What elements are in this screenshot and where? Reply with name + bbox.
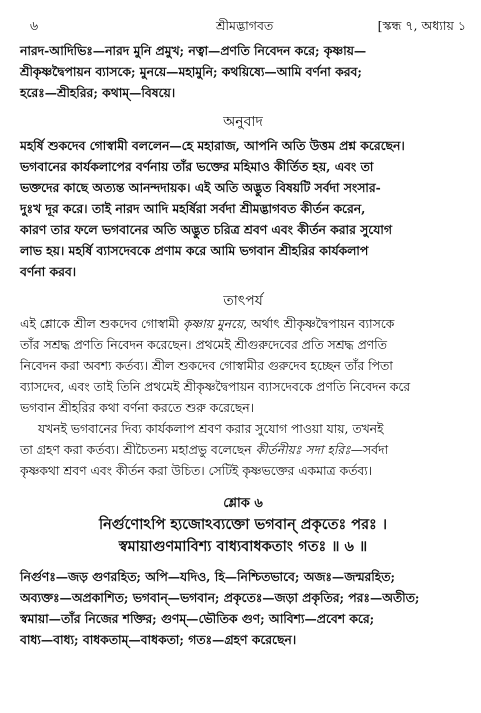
verse-number: শ্লোক ৬ [223, 496, 263, 511]
translation-line: ভগবানের কার্যকলাপের বর্ণনায় তাঁর ভক্তের মহিমাও কীর্তিত হয়, এবং তা [20, 159, 374, 174]
book-page [20, 18, 466, 650]
purport-text [20, 314, 466, 482]
synonym-line: বাধ্য—বাধ্য; বাধকতাম্—বাধকতা; গতঃ—গ্রহণ করেছেন। [20, 632, 297, 647]
purport-line: ভগবান শ্রীহরির কথা বর্ণনা করতে শুরু করেছেন। [20, 401, 255, 415]
synonym-line: স্বমায়া—তাঁর নিজের শক্তির; গুণম্—ভৌতিক গুণ; আবিশ্য—প্রবেশ করে; [20, 611, 375, 626]
translation-line: বর্ণনা করব। [20, 264, 77, 279]
synonym-line: হরেঃ—শ্রীহরির; কথাম্—বিষয়ে। [20, 85, 176, 100]
purport-line: কৃষ্ণকথা শ্রবণ এবং কীর্তন করা উচিত। সেটিই কৃষ্ণভক্তের একমাত্র কর্তব্য। [20, 464, 373, 478]
sanskrit-quote: কৃষ্ণায় মুনয়ে [182, 317, 244, 331]
sanskrit-verse [20, 514, 466, 558]
purport-text-run: , অর্থাৎ শ্রীকৃষ্ণদ্বৈপায়ন ব্যাসকে [243, 317, 395, 331]
verse-line: নির্গুণোঽপি হ্যজোঽব্যক্তো ভগবান্ প্রকৃতেঃ পরঃ । [98, 516, 388, 533]
purport-heading: তাৎপর্য [223, 293, 263, 309]
purport-line [20, 314, 466, 335]
verse-line: স্বমায়াগুণমাবিশ্য বাধ্যবাধকতাং গতঃ ॥ ৬ ॥ [118, 538, 368, 555]
chapter-reference: [স্কন্ধ ৭, অধ্যায় ১ [377, 18, 466, 33]
translation-line: ভক্তদের কাছে অত্যন্ত আনন্দদায়ক। এই অতি অদ্ভুত বিষয়টি সর্বদা সংসার- [20, 180, 381, 195]
synonym-line: নারদ-আদিভিঃ—নারদ মুনি প্রমুখ; নত্বা—প্রণতি নিবেদন করে; কৃষ্ণায়— [20, 43, 367, 58]
translation-line: কারণ তার ফলে ভগবানের অতি অদ্ভুত চরিত্র শ্রবণ এবং কীর্তন করার সুযোগ [20, 222, 392, 237]
page-number: ৬ [30, 18, 39, 33]
synonym-line: শ্রীকৃষ্ণদ্বৈপায়ন ব্যাসকে; মুনয়ে—মহামুনি; কথয়িষ্যে—আমি বর্ণনা করব; [20, 64, 362, 79]
sanskrit-quote: কীর্তনীয়ঃ সদা হরিঃ [255, 443, 351, 457]
purport-text-run: এই শ্লোকে শ্রীল শুকদেব গোস্বামী [20, 317, 183, 331]
purport-line: যখনই ভগবানের দিব্য কার্যকলাপ শ্রবণ করার সুযোগ পাওয়া যায়, তখনই [38, 422, 384, 436]
purport-line [20, 440, 466, 461]
purport-line: তাঁর সশ্রদ্ধ প্রণতি নিবেদন করেছেন। প্রথমেই শ্রীগুরুদেবের প্রতি সশ্রদ্ধ প্রণতি [20, 338, 387, 352]
synonyms-top [20, 40, 466, 103]
running-header [20, 18, 466, 40]
spacer [20, 558, 466, 566]
purport-text-run: —সর্বদা [350, 443, 389, 457]
translation-text [20, 135, 466, 282]
purport-line: নিবেদন করা অবশ্য কর্তব্য। শ্রীল শুকদেব গোস্বামীর গুরুদেব হচ্ছেন তাঁর পিতা [20, 359, 393, 373]
synonym-line: অব্যক্তঃ—অপ্রকাশিত; ভগবান্—ভগবান; প্রকৃতেঃ—জড়া প্রকৃতির; পরঃ—অতীত; [20, 590, 420, 605]
purport-text-run: তা গ্রহণ করা কর্তব্য। শ্রীচৈতন্য মহাপ্রভু বলেছেন [20, 443, 256, 457]
translation-line: দুঃখ দূর করে। তাই নারদ আদি মহর্ষিরা সর্বদা শ্রীমদ্ভাগবত কীর্তন করেন, [20, 201, 366, 216]
synonyms-bottom [20, 566, 466, 650]
translation-line: লাভ হয়। মহর্ষি ব্যাসদেবকে প্রণাম করে আমি ভগবান শ্রীহরির কার্যকলাপ [20, 243, 369, 258]
translation-heading: অনুবাদ [223, 114, 263, 130]
purport-line: ব্যাসদেব, এবং তাই তিনি প্রথমেই শ্রীকৃষ্ণদ্বৈপায়ন ব্যাসদেবকে প্রণতি নিবেদন করে [20, 380, 411, 394]
book-title: শ্রীমদ্ভাগবত [216, 18, 274, 33]
synonym-line: নির্গুণঃ—জড় গুণরহিত; অপি—যদিও, হি—নিশ্চিতভাবে; অজঃ—জন্মরহিত; [20, 569, 396, 584]
translation-line: মহর্ষি শুকদেব গোস্বামী বললেন—হে মহারাজ, আপনি অতি উত্তম প্রশ্ন করেছেন। [20, 138, 405, 153]
